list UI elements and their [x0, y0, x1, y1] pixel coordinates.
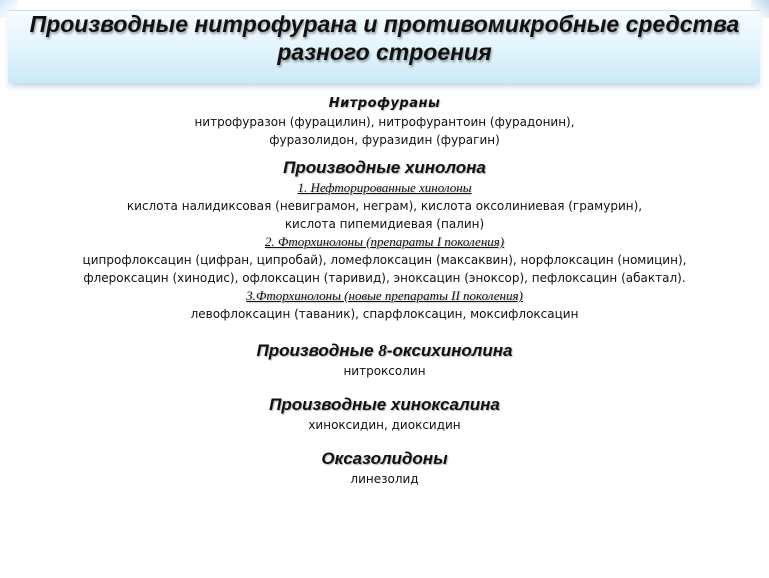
- nonfluorinated-line-1: кислота налидиксовая (невиграмон, неграм), кислота оксолиниевая (грамурин),: [126, 199, 643, 213]
- fluoroquinolones-gen1-line-2: флероксацин (хинодис), офлоксацин (таривид), эноксацин (эноксор), пефлоксацин (абактал).: [83, 271, 686, 285]
- fluoroquinolones-gen2-line-1: левофлоксацин (таваник), спарфлоксацин, моксифлоксацин: [190, 307, 579, 321]
- slide-content: [0, 94, 769, 488]
- oxyquinoline-line: нитроксолин: [343, 364, 426, 378]
- heading-oxyquinoline-number: 8: [378, 341, 387, 360]
- nitrofurans-line-1: нитрофуразон (фурацилин), нитрофурантоин (фурадонин),: [194, 115, 575, 129]
- heading-quinoxaline: Производные хиноксалина: [269, 395, 500, 414]
- heading-oxyquinoline-prefix: Производные: [256, 341, 379, 360]
- slide-title: [0, 10, 769, 66]
- heading-quinolones: Производные хинолона: [283, 158, 486, 177]
- slide-title-line-2: разного строения: [277, 39, 492, 65]
- heading-oxyquinoline-suffix: -оксихинолина: [386, 341, 513, 360]
- subheading-nonfluorinated: 1. Нефторированные хинолоны: [297, 180, 472, 195]
- heading-oxyquinoline: [0, 340, 769, 362]
- nonfluorinated-line-2: кислота пипемидиевая (палин): [284, 217, 485, 231]
- heading-oxazolidinones: Оксазолидоны: [321, 449, 448, 468]
- quinoxaline-line: хиноксидин, диоксидин: [308, 418, 461, 432]
- heading-nitrofurans: Нитрофураны: [328, 96, 441, 111]
- subheading-fluoroquinolones-gen2: 3.Фторхинолоны (новые препараты II поколения): [246, 288, 523, 303]
- subheading-fluoroquinolones-gen1: 2. Фторхинолоны (препараты I поколения): [264, 234, 505, 249]
- fluoroquinolones-gen1-line-1: ципрофлоксацин (цифран, ципробай), ломефлоксацин (максаквин), норфлоксацин (номицин),: [82, 253, 687, 267]
- nitrofurans-line-2: фуразолидон, фуразидин (фурагин): [269, 133, 500, 147]
- slide-title-line-1: Производные нитрофурана и противомикробные средства: [29, 11, 740, 37]
- oxazolidinones-line: линезолид: [350, 472, 419, 486]
